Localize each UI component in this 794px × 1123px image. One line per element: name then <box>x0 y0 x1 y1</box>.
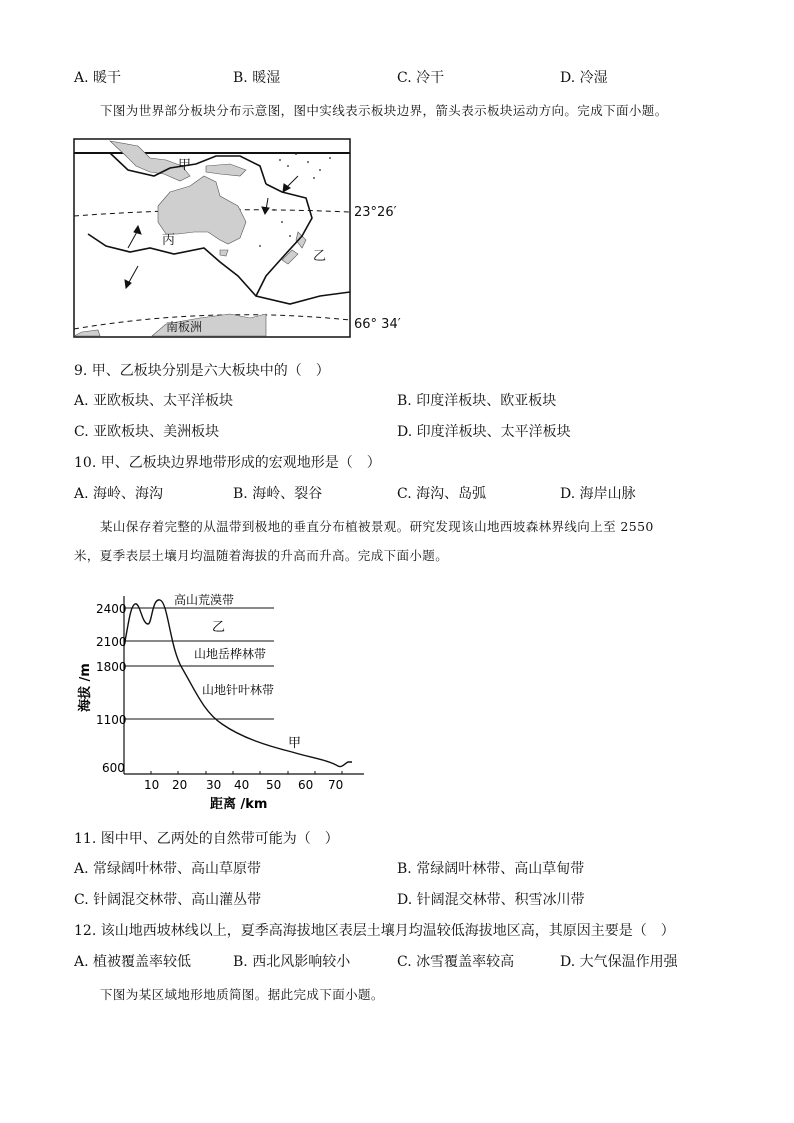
ytick-2400: 2400 <box>96 602 127 616</box>
label-yi: 乙 <box>313 249 327 264</box>
q11-option-a: A. 常绿阔叶林带、高山草原带 <box>74 861 262 877</box>
zone-erman-birch: 山地岳桦林带 <box>194 647 267 661</box>
mountain-intro-line1: 某山保存着完整的从温带到极地的垂直分布植被景观。研究发现该山地西坡森林界线向上至 2550 <box>100 519 654 534</box>
zone-jia: 甲 <box>288 736 302 751</box>
plate-map-figure <box>70 136 410 340</box>
q12-option-d: D. 大气保温作用强 <box>560 954 678 970</box>
q8-option-b: B. 暖湿 <box>233 70 281 86</box>
xtick-20: 20 <box>172 778 188 792</box>
q10-option-b: B. 海岭、裂谷 <box>233 486 323 502</box>
y-axis-label: 海拔 /m <box>78 663 93 712</box>
x-axis-label: 距离 /km <box>210 797 268 812</box>
q11-option-b: B. 常绿阔叶林带、高山草甸带 <box>397 861 585 877</box>
elevation-profile-figure <box>72 588 372 814</box>
label-bing: 丙 <box>162 233 176 248</box>
q11-option-c: C. 针阔混交林带、高山灌丛带 <box>74 892 262 908</box>
q10-option-a: A. 海岭、海沟 <box>74 486 164 502</box>
xtick-30: 30 <box>206 778 222 792</box>
q9-option-c: C. 亚欧板块、美洲板块 <box>74 424 220 440</box>
q10-stem: 10. 甲、乙板块边界地带形成的宏观地形是（ ） <box>74 455 381 471</box>
q9-option-a: A. 亚欧板块、太平洋板块 <box>74 393 234 409</box>
xtick-60: 60 <box>298 778 314 792</box>
q11-stem: 11. 图中甲、乙两处的自然带可能为（ ） <box>74 831 339 847</box>
q9-option-d: D. 印度洋板块、太平洋板块 <box>397 424 571 440</box>
q12-stem: 12. 该山地西坡林线以上，夏季高海拔地区表层土壤月均温较低海拔地区高，其原因主要是（ ） <box>74 923 675 939</box>
q9-option-b: B. 印度洋板块、欧亚板块 <box>397 393 557 409</box>
xtick-40: 40 <box>234 778 250 792</box>
q12-option-c: C. 冰雪覆盖率较高 <box>397 954 515 970</box>
q8-option-a: A. 暖干 <box>74 70 122 86</box>
xtick-10: 10 <box>144 778 160 792</box>
q8-option-c: C. 冷干 <box>397 70 445 86</box>
q10-option-c: C. 海沟、岛弧 <box>397 486 487 502</box>
mountain-intro-line2: 米，夏季表层土壤月均温随着海拔的升高而升高。完成下面小题。 <box>74 548 449 563</box>
q12-option-b: B. 西北风影响较小 <box>233 954 351 970</box>
q10-option-d: D. 海岸山脉 <box>560 486 636 502</box>
q8-option-d: D. 冷湿 <box>560 70 608 86</box>
xtick-50: 50 <box>266 778 282 792</box>
ytick-1800: 1800 <box>96 660 127 674</box>
zone-alpine-desert: 高山荒漠带 <box>174 593 235 607</box>
plate-map-intro: 下图为世界部分板块分布示意图，图中实线表示板块边界，箭头表示板块运动方向。完成下面小题。 <box>100 103 668 118</box>
q12-option-a: A. 植被覆盖率较低 <box>74 954 192 970</box>
label-antarctica: 南板洲 <box>166 320 203 334</box>
zone-coniferous: 山地针叶林带 <box>202 683 275 697</box>
ytick-2100: 2100 <box>96 635 127 649</box>
xtick-70: 70 <box>328 778 344 792</box>
q11-option-d: D. 针阔混交林带、积雪冰川带 <box>397 892 585 908</box>
label-polar-latitude: 66° 34′ <box>354 317 401 332</box>
ytick-1100: 1100 <box>96 713 127 727</box>
q9-stem: 9. 甲、乙板块分别是六大板块中的（ ） <box>74 363 330 379</box>
label-tropic-latitude: 23°26′ <box>354 205 397 220</box>
terrain-map-intro: 下图为某区域地形地质简图。据此完成下面小题。 <box>100 987 384 1002</box>
ytick-600: 600 <box>102 761 125 775</box>
zone-yi: 乙 <box>212 620 226 635</box>
label-jia: 甲 <box>178 158 192 173</box>
